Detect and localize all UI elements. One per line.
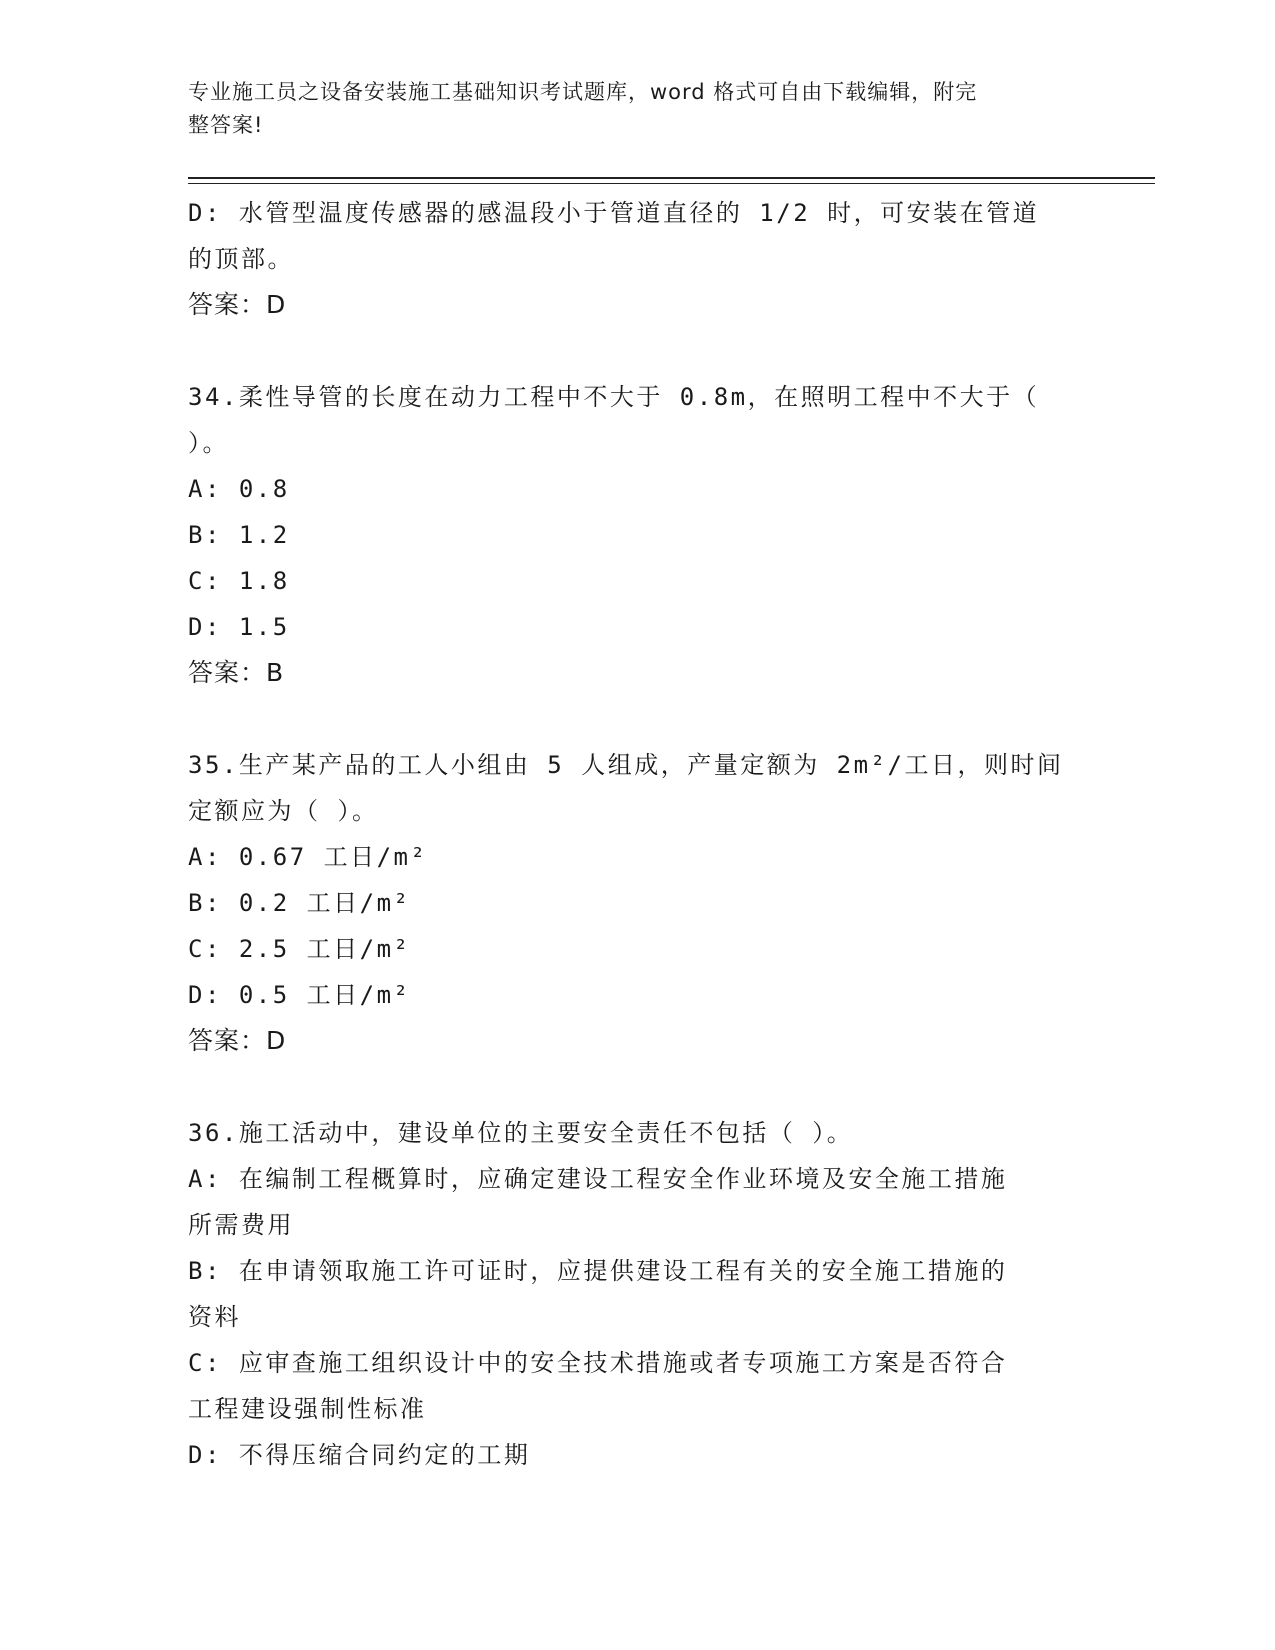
q36-question-line-1: 36.施工活动中，建设单位的主要安全责任不包括（ ）。: [188, 1119, 854, 1147]
q33-answer: 答案：D: [188, 290, 287, 319]
q35-question-line-2: 定额应为（ ）。: [188, 797, 379, 825]
question-34-block: [188, 374, 1088, 696]
question-33-block: [188, 190, 1088, 328]
q34-answer: 答案：B: [188, 658, 285, 687]
q36-option-b-line-1: B: 在申请领取施工许可证时，应提供建设工程有关的安全施工措施的: [188, 1257, 1008, 1285]
q35-option-d: D: 0.5 工日/m²: [188, 981, 411, 1009]
q34-option-c: C: 1.8: [188, 567, 290, 595]
header-divider-thick: [188, 177, 1155, 179]
document-header: [188, 76, 1088, 142]
q35-option-b: B: 0.2 工日/m²: [188, 889, 411, 917]
header-line-2: 整答案!: [188, 113, 264, 137]
q35-option-a: A: 0.67 工日/m²: [188, 843, 428, 871]
q36-option-b-line-2: 资料: [188, 1303, 241, 1331]
q36-option-d: D: 不得压缩合同约定的工期: [188, 1441, 531, 1469]
header-divider-thin: [188, 183, 1155, 184]
q36-option-a-line-1: A: 在编制工程概算时，应确定建设工程安全作业环境及安全施工措施: [188, 1165, 1008, 1193]
question-content: [188, 190, 1088, 1478]
spacer: [188, 1064, 1088, 1110]
q35-question-line-1: 35.生产某产品的工人小组由 5 人组成，产量定额为 2m²/工日，则时间: [188, 751, 1064, 779]
q34-option-a: A: 0.8: [188, 475, 290, 503]
q34-question-line-1: 34.柔性导管的长度在动力工程中不大于 0.8m，在照明工程中不大于（: [188, 383, 1040, 411]
spacer: [188, 696, 1088, 742]
q33-option-d-line-2: 的顶部。: [188, 245, 294, 273]
q33-option-d-line-1: D: 水管型温度传感器的感温段小于管道直径的 1/2 时，可安装在管道: [188, 199, 1040, 227]
q35-answer: 答案：D: [188, 1026, 287, 1055]
q35-option-c: C: 2.5 工日/m²: [188, 935, 411, 963]
q34-question-line-2: ）。: [188, 429, 229, 457]
spacer: [188, 328, 1088, 374]
question-36-block: [188, 1110, 1088, 1478]
q36-option-a-line-2: 所需费用: [188, 1211, 294, 1239]
q34-option-d: D: 1.5: [188, 613, 290, 641]
question-35-block: [188, 742, 1088, 1064]
header-line-1: 专业施工员之设备安装施工基础知识考试题库，word 格式可自由下载编辑，附完: [188, 80, 978, 104]
q34-option-b: B: 1.2: [188, 521, 290, 549]
q36-option-c-line-1: C: 应审查施工组织设计中的安全技术措施或者专项施工方案是否符合: [188, 1349, 1008, 1377]
q36-option-c-line-2: 工程建设强制性标准: [188, 1395, 427, 1423]
